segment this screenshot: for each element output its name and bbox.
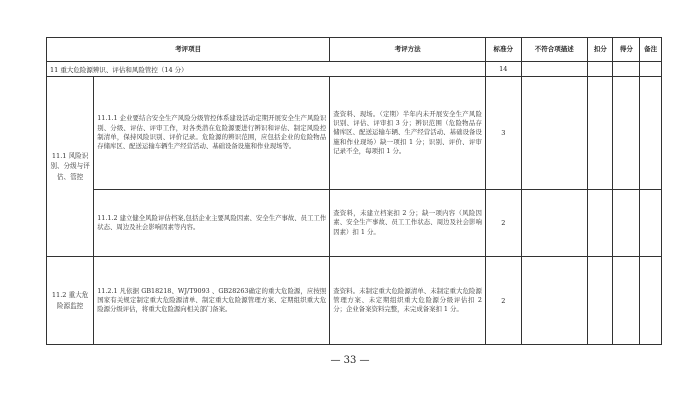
non-compliance-cell — [521, 190, 587, 257]
remark-cell — [640, 190, 662, 257]
method-cell: 查资料，未建立档案扣 2 分；缺一项内容（风险因素、安全生产事故、员工工作状态、周边及社会影响因素）扣 1 分。 — [330, 190, 486, 257]
item-cell: 11.2 重大危险源监控 — [47, 257, 94, 345]
content-cell: 11.1.2 建立健全风险评估档案,包括企业主要风险因素、安全生产事故、员工工作状态、周边及社会影响因素等内容。 — [94, 190, 330, 257]
score-cell: 2 — [485, 257, 521, 345]
header-item: 考评项目 — [47, 38, 330, 62]
table-row — [47, 257, 662, 345]
section-row — [47, 62, 662, 77]
header-standard-score: 标准分 — [485, 38, 521, 62]
method-cell: 查资料。未制定重大危险源清单、未制定重大危险源管理方案、未定期组织重大危险源分级评估扣 2 分；企业备案资料完整，未完成备案扣 1 分。 — [330, 257, 486, 345]
section-empty-cell — [521, 62, 587, 77]
item-cell: 11.1 风险识别、分级与评估、管控 — [47, 77, 94, 257]
non-compliance-cell — [521, 257, 587, 345]
obtained-score-cell — [613, 190, 640, 257]
content-cell: 11.2.1 凡依据 GB18218、WJ/T9093 、GB28263确定的重大危险源，应按照国家有关规定制定重大危险源清单、制定重大危险源管理方案、定期组织重大危险源分级评估，将重大危险源向相关部门备案。 — [94, 257, 330, 345]
content-cell: 11.1.1 企业要结合安全生产风险分级管控体系建设活动定期开展安全生产风险识别、分级、评估、评审工作，对各类潜在危险源要进行辨识和评估、制定风险控制清单，保持风险识别、评价记录。危险源的辨识范围，应包括企业的危险物品存储库区、配送运输车辆生产经营活动、基础设备设施和作业现场等。 — [94, 77, 330, 190]
obtained-score-cell — [613, 257, 640, 345]
non-compliance-cell — [521, 77, 587, 190]
section-empty-cell — [640, 62, 662, 77]
section-title: 11 重大危险源辨识、评估和风险管控（14 分） — [47, 62, 486, 77]
section-empty-cell — [613, 62, 640, 77]
deduction-cell — [587, 190, 613, 257]
remark-cell — [640, 77, 662, 190]
obtained-score-cell — [613, 77, 640, 190]
score-cell: 3 — [485, 77, 521, 190]
header-non-compliance: 不符合项描述 — [521, 38, 587, 62]
method-cell: 查资料、现场。（定期）半年内未开展安全生产风险识别、评估、评审扣 3 分；辨识范围（危险物品存储库区、配送运输车辆、生产经营活动、基础设备设施和作业现场）缺一项扣 1 分；识别、评价、评审记录不全，每项扣 1 分。 — [330, 77, 486, 190]
deduction-cell — [587, 257, 613, 345]
section-score: 14 — [485, 62, 521, 77]
header-score: 得分 — [613, 38, 640, 62]
section-empty-cell — [587, 62, 613, 77]
header-deduction: 扣分 — [587, 38, 613, 62]
header-method: 考评方法 — [330, 38, 486, 62]
header-remark: 备注 — [640, 38, 662, 62]
score-cell: 2 — [485, 190, 521, 257]
header-row — [47, 38, 662, 62]
table-row — [47, 77, 662, 190]
table-row — [47, 190, 662, 257]
deduction-cell — [587, 77, 613, 190]
remark-cell — [640, 257, 662, 345]
page-number: — 33 — — [330, 355, 370, 366]
evaluation-table — [46, 37, 662, 345]
